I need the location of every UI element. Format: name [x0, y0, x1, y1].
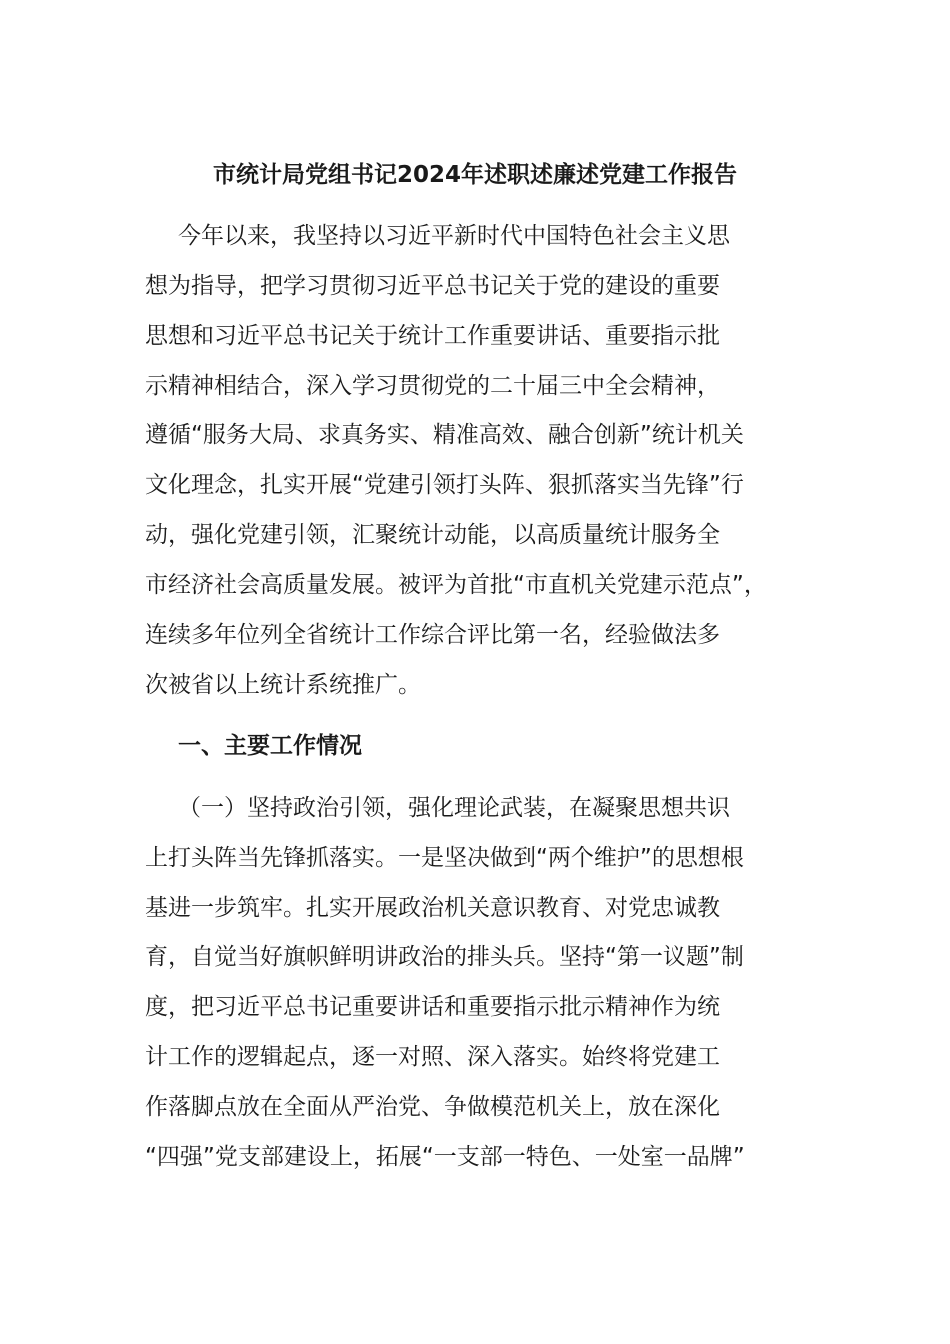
section-heading: 一、主要工作情况 [178, 733, 362, 759]
section-line: 度，把习近平总书记重要讲话和重要指示批示精神作为统 [145, 994, 720, 1020]
section-line: 基进一步筑牢。扎实开展政治机关意识教育、对党忠诚教 [145, 895, 720, 921]
section-line: （一）坚持政治引领，强化理论武装，在凝聚思想共识 [178, 795, 730, 821]
intro-line: 市经济社会高质量发展。被评为首批“市直机关党建示范点”， [145, 572, 767, 598]
intro-line: 次被省以上统计系统推广。 [145, 672, 421, 698]
intro-line: 示精神相结合，深入学习贯彻党的二十届三中全会精神， [145, 373, 720, 399]
section-line: 计工作的逻辑起点，逐一对照、深入落实。始终将党建工 [145, 1044, 720, 1070]
intro-line: 文化理念，扎实开展“党建引领打头阵、狠抓落实当先锋”行 [145, 472, 744, 498]
section-line: “四强”党支部建设上，拓展“一支部一特色、一处室一品牌” [145, 1144, 745, 1170]
section-line: 育，自觉当好旗帜鲜明讲政治的排头兵。坚持“第一议题”制 [145, 944, 744, 970]
intro-line: 连续多年位列全省统计工作综合评比第一名，经验做法多 [145, 622, 720, 648]
section-line: 作落脚点放在全面从严治党、争做模范机关上，放在深化 [145, 1094, 720, 1120]
intro-line: 思想和习近平总书记关于统计工作重要讲话、重要指示批 [145, 323, 720, 349]
intro-line: 想为指导，把学习贯彻习近平总书记关于党的建设的重要 [145, 273, 720, 299]
intro-line: 遵循“服务大局、求真务实、精准高效、融合创新”统计机关 [145, 422, 744, 448]
document-title: 市统计局党组书记2024年述职述廉述党建工作报告 [212, 162, 737, 188]
intro-line: 今年以来，我坚持以习近平新时代中国特色社会主义思 [178, 223, 730, 249]
section-line: 上打头阵当先锋抓落实。一是坚决做到“两个维护”的思想根 [145, 845, 744, 871]
intro-line: 动，强化党建引领，汇聚统计动能，以高质量统计服务全 [145, 522, 720, 548]
